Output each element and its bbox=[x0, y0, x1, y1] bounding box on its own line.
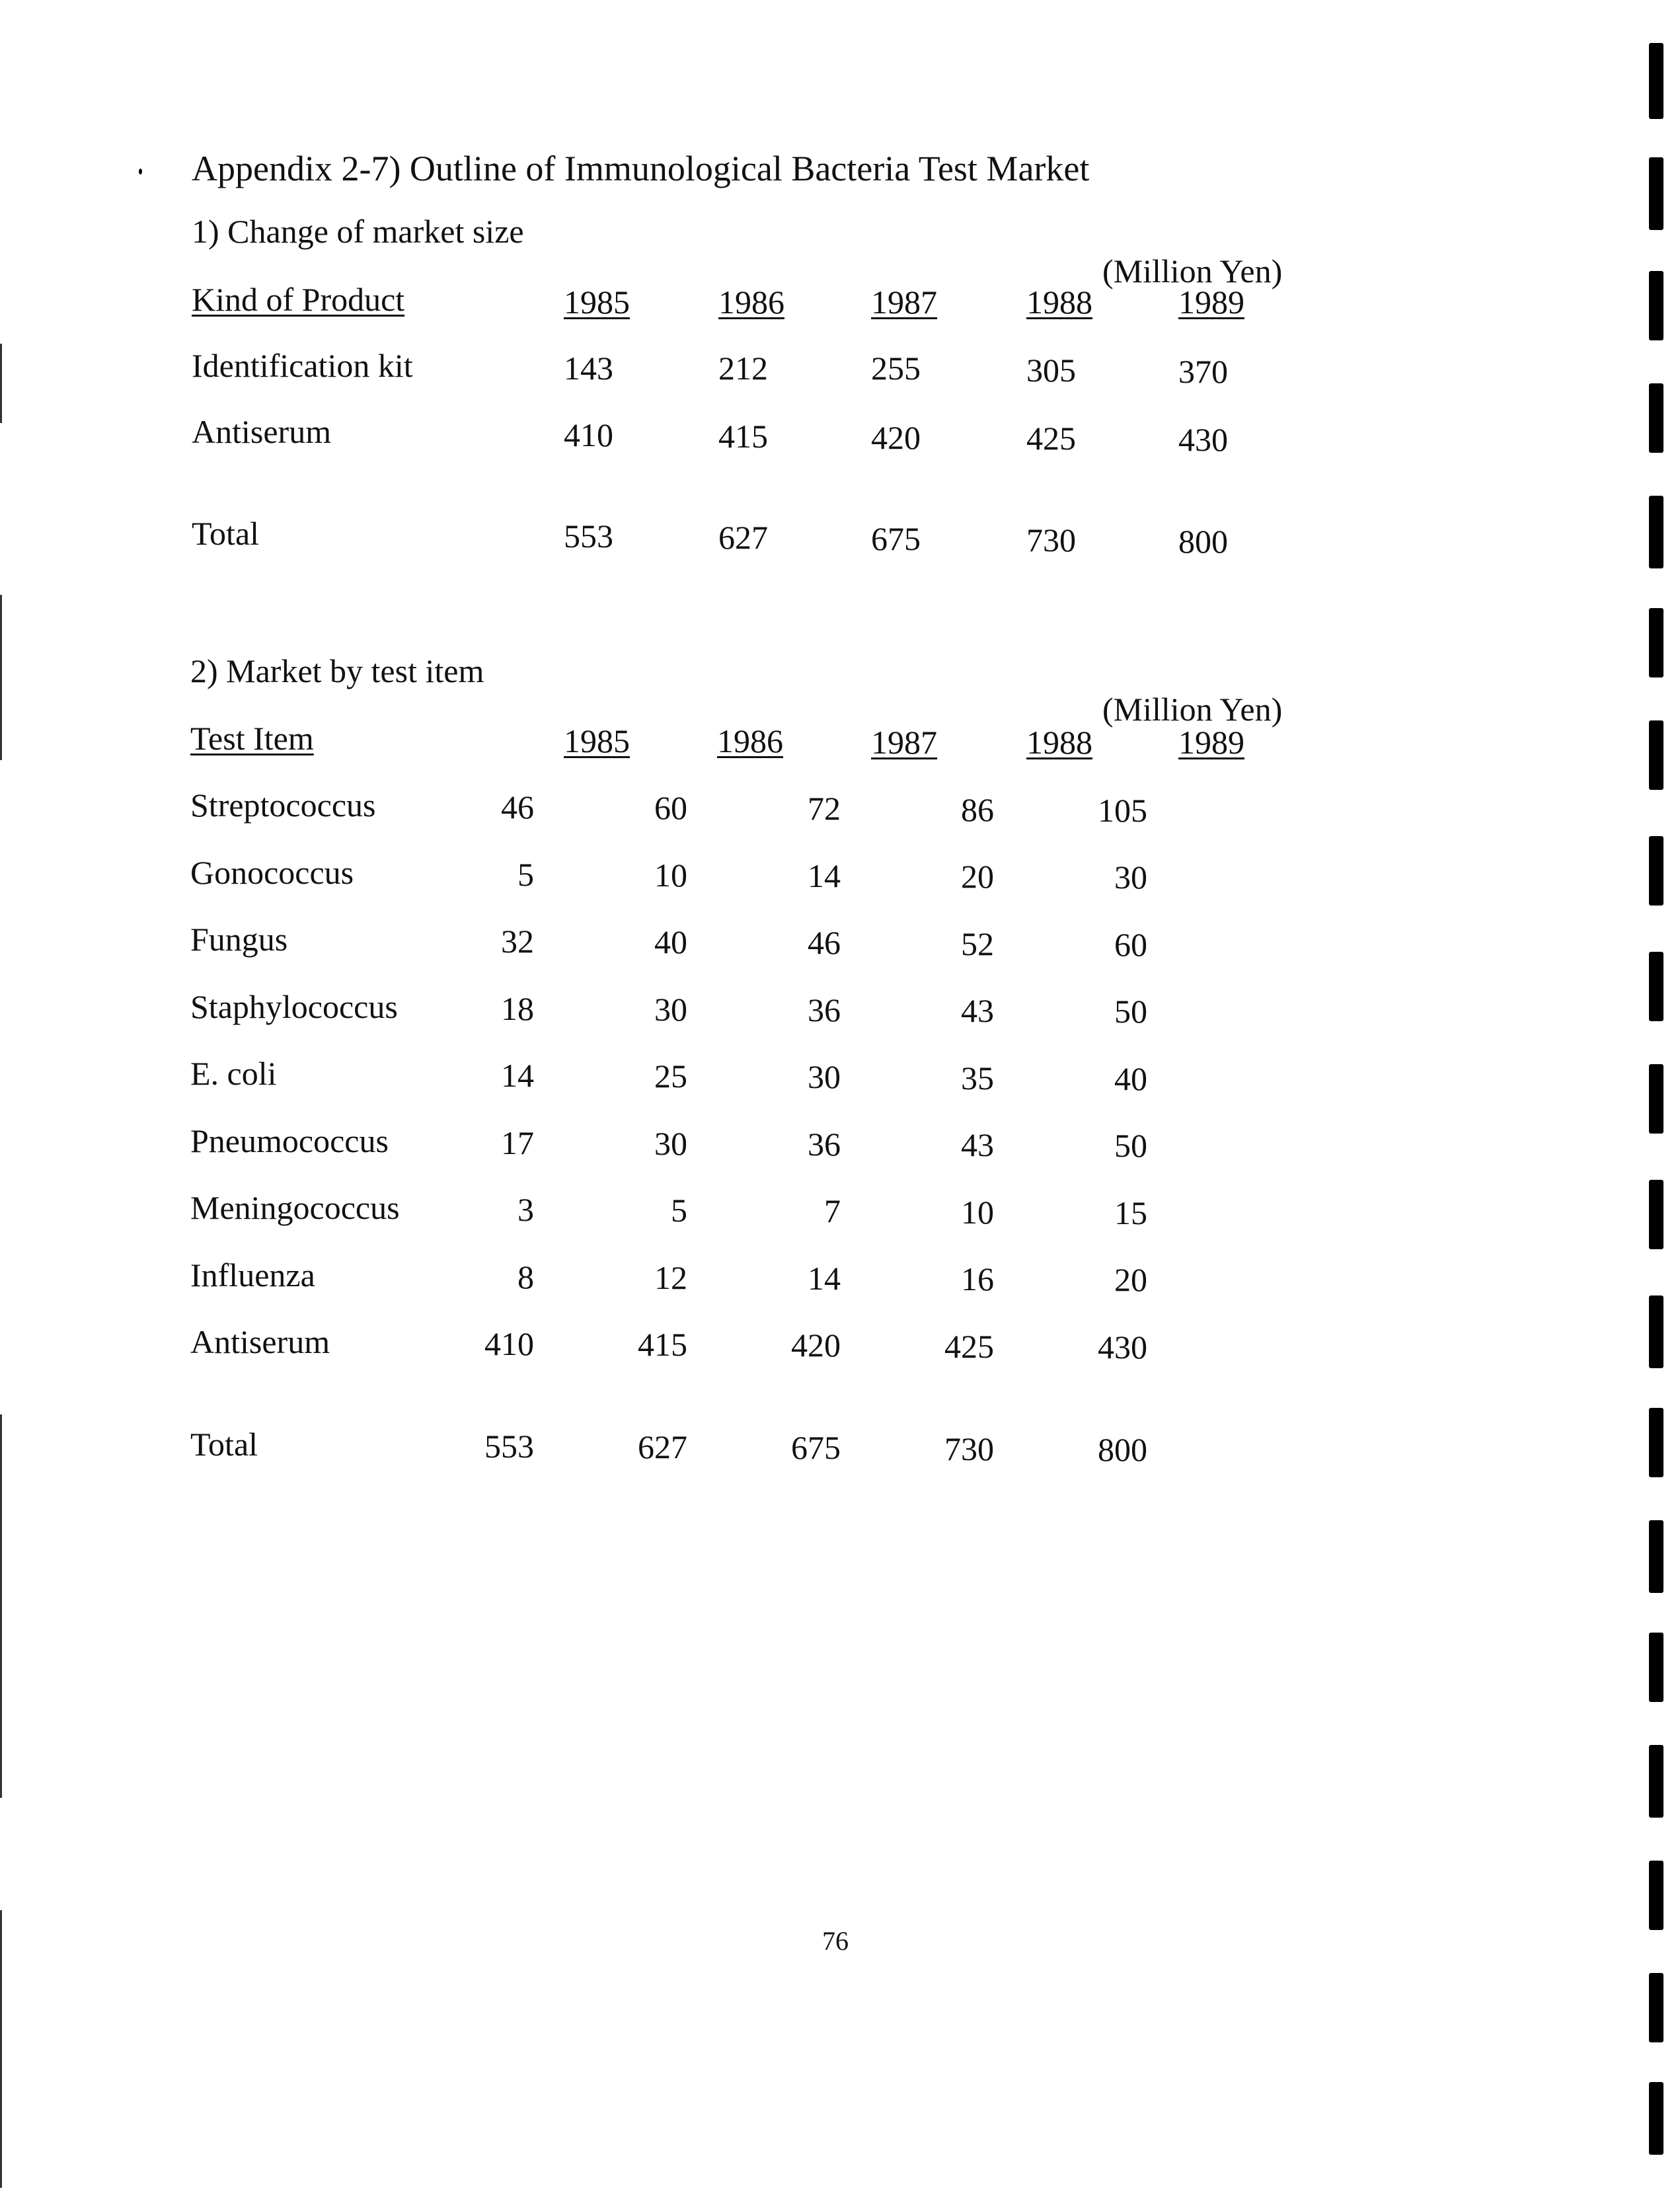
binder-mark bbox=[1649, 1520, 1663, 1593]
cell-value: 17 bbox=[501, 1124, 534, 1161]
cell-value: 143 bbox=[564, 350, 613, 387]
total-value: 675 bbox=[791, 1429, 841, 1467]
cell-value: 425 bbox=[944, 1327, 994, 1365]
column-header-year: 1989 bbox=[1178, 724, 1244, 761]
cell-value: 36 bbox=[808, 1125, 841, 1163]
total-value: 553 bbox=[484, 1428, 534, 1465]
cell-value: 18 bbox=[501, 989, 534, 1027]
binder-mark bbox=[1649, 383, 1663, 453]
cell-value: 60 bbox=[654, 789, 687, 827]
scan-edge-line bbox=[0, 1910, 2, 2188]
binder-mark bbox=[1649, 1745, 1663, 1818]
cell-value: 370 bbox=[1178, 353, 1228, 390]
cell-value: 410 bbox=[564, 416, 613, 453]
cell-value: 415 bbox=[718, 418, 768, 455]
binder-mark bbox=[1649, 608, 1663, 677]
column-header-year: 1986 bbox=[717, 722, 783, 759]
binder-mark bbox=[1649, 157, 1663, 230]
total-value: 800 bbox=[1178, 523, 1228, 560]
row-label: Identification kit bbox=[192, 347, 413, 384]
total-value: 675 bbox=[871, 520, 921, 557]
cell-value: 32 bbox=[501, 923, 534, 960]
cell-value: 305 bbox=[1026, 352, 1076, 389]
total-value: 627 bbox=[718, 519, 768, 556]
cell-value: 3 bbox=[517, 1191, 534, 1228]
cell-value: 60 bbox=[1114, 925, 1147, 963]
column-header-year: 1987 bbox=[871, 724, 937, 761]
cell-value: 105 bbox=[1098, 791, 1147, 829]
scan-edge-line bbox=[0, 344, 2, 423]
cell-value: 415 bbox=[638, 1326, 687, 1364]
column-header-year: 1986 bbox=[718, 284, 784, 321]
scan-edge-line bbox=[0, 1414, 2, 1798]
row-label: Antiserum bbox=[190, 1323, 330, 1360]
cell-value: 36 bbox=[808, 991, 841, 1028]
row-label: Antiserum bbox=[192, 413, 332, 450]
row-label: Influenza bbox=[190, 1256, 315, 1294]
total-label: Total bbox=[192, 515, 260, 552]
cell-value: 52 bbox=[961, 925, 994, 962]
binder-mark bbox=[1649, 952, 1663, 1021]
cell-value: 425 bbox=[1026, 420, 1076, 457]
total-value: 553 bbox=[564, 518, 613, 555]
column-header-label: Kind of Product bbox=[192, 281, 405, 318]
binder-mark bbox=[1649, 1861, 1663, 1930]
unit-label: (Million Yen) bbox=[1102, 691, 1283, 728]
column-header-year: 1987 bbox=[871, 284, 937, 321]
binder-mark bbox=[1649, 1633, 1663, 1702]
column-header-year: 1985 bbox=[564, 722, 630, 759]
cell-value: 7 bbox=[824, 1192, 841, 1230]
cell-value: 5 bbox=[517, 855, 534, 893]
column-header-year: 1985 bbox=[564, 284, 630, 321]
row-label: Streptococcus bbox=[190, 787, 376, 824]
cell-value: 30 bbox=[654, 1124, 687, 1162]
column-header-year: 1988 bbox=[1026, 724, 1092, 761]
cell-value: 30 bbox=[654, 990, 687, 1028]
total-value: 730 bbox=[1026, 522, 1076, 559]
total-value: 627 bbox=[638, 1428, 687, 1466]
cell-value: 255 bbox=[871, 350, 921, 387]
page-title: Appendix 2-7) Outline of Immunological Bacteria Test Market bbox=[192, 149, 1090, 188]
cell-value: 10 bbox=[654, 856, 687, 894]
binder-mark bbox=[1649, 2082, 1663, 2155]
cell-value: 50 bbox=[1114, 1127, 1147, 1165]
binder-mark bbox=[1649, 836, 1663, 906]
cell-value: 8 bbox=[517, 1258, 534, 1295]
page-number: 76 bbox=[822, 1926, 849, 1956]
cell-value: 46 bbox=[501, 789, 534, 826]
section-1-heading: 1) Change of market size bbox=[192, 213, 524, 250]
cell-value: 40 bbox=[654, 923, 687, 961]
cell-value: 14 bbox=[808, 1259, 841, 1297]
cell-value: 20 bbox=[1114, 1261, 1147, 1299]
cell-value: 30 bbox=[1114, 859, 1147, 896]
column-header-year: 1989 bbox=[1178, 284, 1244, 321]
cell-value: 16 bbox=[961, 1260, 994, 1298]
cell-value: 12 bbox=[654, 1258, 687, 1296]
cell-value: 14 bbox=[501, 1057, 534, 1094]
cell-value: 20 bbox=[961, 858, 994, 896]
column-header-year: 1988 bbox=[1026, 284, 1092, 321]
binder-mark bbox=[1649, 1180, 1663, 1249]
total-label: Total bbox=[190, 1426, 258, 1463]
cell-value: 420 bbox=[871, 419, 921, 456]
cell-value: 430 bbox=[1098, 1328, 1147, 1366]
cell-value: 72 bbox=[808, 790, 841, 828]
binder-mark bbox=[1649, 1295, 1663, 1368]
scan-speck bbox=[139, 169, 142, 174]
cell-value: 410 bbox=[484, 1325, 534, 1362]
cell-value: 420 bbox=[791, 1327, 841, 1364]
cell-value: 430 bbox=[1178, 421, 1228, 458]
cell-value: 50 bbox=[1114, 993, 1147, 1030]
scan-edge-line bbox=[0, 595, 2, 760]
cell-value: 43 bbox=[961, 992, 994, 1030]
binder-mark bbox=[1649, 1973, 1663, 2042]
cell-value: 15 bbox=[1114, 1194, 1147, 1231]
binder-mark bbox=[1649, 496, 1663, 568]
unit-label: (Million Yen) bbox=[1102, 252, 1283, 290]
section-2-heading: 2) Market by test item bbox=[190, 652, 484, 689]
binder-mark bbox=[1649, 1064, 1663, 1134]
cell-value: 30 bbox=[808, 1058, 841, 1096]
cell-value: 14 bbox=[808, 857, 841, 894]
cell-value: 5 bbox=[671, 1192, 687, 1229]
row-label: Pneumococcus bbox=[190, 1122, 389, 1159]
binder-mark bbox=[1649, 1408, 1663, 1477]
binder-mark bbox=[1649, 271, 1663, 340]
total-value: 800 bbox=[1098, 1430, 1147, 1468]
cell-value: 212 bbox=[718, 350, 768, 387]
row-label: Staphylococcus bbox=[190, 987, 398, 1025]
cell-value: 25 bbox=[654, 1058, 687, 1095]
cell-value: 46 bbox=[808, 924, 841, 962]
row-label: Fungus bbox=[190, 921, 288, 958]
binder-mark bbox=[1649, 720, 1663, 790]
column-header-label: Test Item bbox=[190, 720, 314, 757]
cell-value: 35 bbox=[961, 1059, 994, 1097]
cell-value: 43 bbox=[961, 1126, 994, 1164]
cell-value: 40 bbox=[1114, 1060, 1147, 1097]
cell-value: 10 bbox=[961, 1193, 994, 1231]
binder-mark bbox=[1649, 43, 1663, 119]
row-label: Meningococcus bbox=[190, 1189, 400, 1226]
cell-value: 86 bbox=[961, 791, 994, 828]
total-value: 730 bbox=[944, 1430, 994, 1467]
row-label: Gonococcus bbox=[190, 853, 354, 891]
row-label: E. coli bbox=[190, 1055, 277, 1092]
